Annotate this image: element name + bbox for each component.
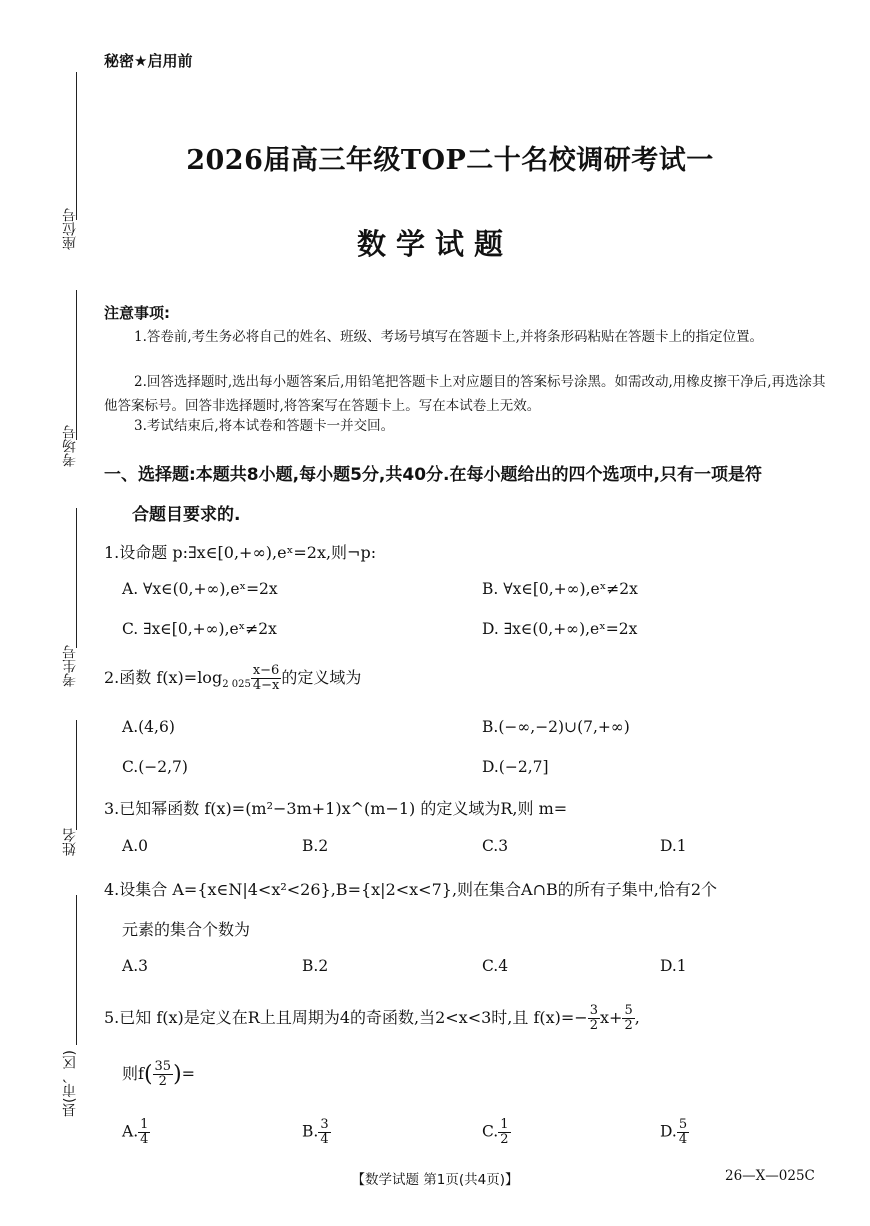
room-line bbox=[76, 290, 77, 440]
question-5-stem-cont bbox=[122, 1060, 195, 1089]
question-5-stem-mid: x+ bbox=[600, 1008, 623, 1027]
note-3: 3.考试结束后,将本试卷和答题卡一并交回。 bbox=[134, 418, 395, 434]
question-5-option-c-frac bbox=[498, 1118, 510, 1147]
question-1-option-c: C. ∃x∈[0,+∞),eˣ≠2x bbox=[122, 620, 277, 638]
question-1-option-d: D. ∃x∈(0,+∞),eˣ=2x bbox=[482, 620, 638, 638]
question-5-frac-2 bbox=[622, 1004, 634, 1033]
question-5-frac-3 bbox=[153, 1060, 174, 1089]
question-5-stem-text: 5.已知 f(x)是定义在R上且周期为4的奇函数,当2<x<3时,且 f(x)=− bbox=[104, 1008, 588, 1027]
question-5-stem-end: , bbox=[634, 1008, 640, 1027]
question-3-option-c: C.3 bbox=[482, 837, 509, 855]
question-5-frac-3-num: 35 bbox=[154, 1059, 172, 1074]
question-2-log-base: 2 025 bbox=[222, 679, 251, 691]
section-heading: 一、选择题:本题共8小题,每小题5分,共40分.在每小题给出的四个选项中,只有一项是符 bbox=[104, 465, 762, 485]
question-5-rparen: ) bbox=[173, 1062, 182, 1087]
note-2: 2.回答选择题时,选出每小题答案后,用铅笔把答题卡上对应题目的答案标号涂黑。如需改动,用橡皮擦干净后,再选涂其他答案标号。回答非选择题时,将答案写在答题卡上。写在本试卷上无效。 bbox=[104, 374, 826, 414]
name-line bbox=[76, 720, 77, 830]
question-4-option-d: D.1 bbox=[660, 957, 687, 975]
question-1-option-b: B. ∀x∈[0,+∞),eˣ≠2x bbox=[482, 580, 638, 598]
question-5-option-b-num: 3 bbox=[320, 1117, 329, 1132]
question-5-option-a-num: 1 bbox=[140, 1117, 149, 1132]
question-5-frac-1-den: 2 bbox=[589, 1018, 598, 1033]
question-5-frac-1-num: 3 bbox=[589, 1003, 598, 1018]
section-heading-cont: 合题目要求的. bbox=[132, 505, 241, 525]
question-4-option-b: B.2 bbox=[302, 957, 329, 975]
question-2-numerator: x−6 bbox=[252, 663, 280, 678]
question-5-option-a-label: A. bbox=[122, 1122, 139, 1141]
question-2-option-a: A.(4,6) bbox=[122, 718, 175, 736]
room-label: 考场号 bbox=[62, 425, 78, 467]
question-5-option-b bbox=[302, 1118, 331, 1147]
question-1-option-a: A. ∀x∈(0,+∞),eˣ=2x bbox=[122, 580, 278, 598]
page-footer: 【数学试题 第1页(共4页)】 bbox=[351, 1172, 519, 1188]
question-5-stem2-post: = bbox=[181, 1064, 196, 1083]
question-5-option-d-num: 5 bbox=[678, 1117, 688, 1132]
confidential-label: 秘密★启用前 bbox=[104, 52, 193, 70]
question-5-option-d-frac bbox=[677, 1118, 689, 1147]
question-5-option-c-num: 1 bbox=[500, 1117, 509, 1132]
question-5-option-c bbox=[482, 1118, 511, 1147]
question-2-option-b: B.(−∞,−2)∪(7,+∞) bbox=[482, 718, 630, 736]
question-5-option-a bbox=[122, 1118, 150, 1147]
question-5-option-d-label: D. bbox=[660, 1122, 677, 1141]
question-2-stem bbox=[104, 664, 361, 693]
question-5-lparen: ( bbox=[143, 1062, 153, 1087]
question-5-option-d-den: 4 bbox=[678, 1132, 688, 1147]
question-5-option-d bbox=[660, 1118, 689, 1147]
question-3-option-b: B.2 bbox=[302, 837, 329, 855]
question-5-option-a-den: 4 bbox=[140, 1132, 149, 1147]
question-5-frac-2-den: 2 bbox=[624, 1018, 633, 1033]
exam-code: 26—X—025C bbox=[725, 1168, 815, 1184]
seat-line bbox=[76, 72, 77, 220]
question-4-option-a: A.3 bbox=[122, 957, 148, 975]
question-2-denominator: 4−x bbox=[252, 678, 280, 693]
question-5-stem2-pre: 则f bbox=[122, 1064, 144, 1083]
question-3-option-a: A.0 bbox=[122, 837, 148, 855]
county-line bbox=[76, 895, 77, 1045]
question-4-stem: 4.设集合 A={x∈N|4<x²<26},B={x|2<x<7},则在集合A∩B的所有子集中,恰有2个 bbox=[104, 880, 718, 899]
question-5-option-b-label: B. bbox=[302, 1122, 319, 1141]
question-2-stem-pre: 2.函数 f(x)=log bbox=[104, 668, 223, 687]
question-2-option-d: D.(−2,7] bbox=[482, 758, 549, 776]
question-5-frac-2-num: 5 bbox=[624, 1003, 633, 1018]
question-1-stem: 1.设命题 p:∃x∈[0,+∞),eˣ=2x,则¬p: bbox=[104, 543, 377, 562]
seat-label: 座位号 bbox=[62, 208, 78, 250]
examinee-label: 考生号 bbox=[62, 645, 78, 687]
question-2-fraction bbox=[251, 664, 282, 693]
exam-title: 2026届高三年级TOP二十名校调研考试一 bbox=[186, 145, 714, 176]
question-5-option-b-frac bbox=[318, 1118, 330, 1147]
question-5-option-b-den: 4 bbox=[320, 1132, 329, 1147]
question-2-option-c: C.(−2,7) bbox=[122, 758, 188, 776]
name-label: 姓名 bbox=[62, 828, 78, 856]
question-5-stem bbox=[104, 1004, 640, 1033]
notes-heading: 注意事项: bbox=[104, 304, 170, 322]
county-label: 县(市、区) bbox=[62, 1050, 78, 1117]
note-1: 1.答卷前,考生务必将自己的姓名、班级、考场号填写在答题卡上,并将条形码粘贴在答题卡上的指定位置。 bbox=[134, 329, 763, 345]
question-5-option-a-frac bbox=[138, 1118, 150, 1147]
question-5-frac-3-den: 2 bbox=[158, 1074, 167, 1089]
exam-subject: 数学试题 bbox=[356, 227, 513, 261]
question-5-option-c-den: 2 bbox=[500, 1132, 509, 1147]
question-4-option-c: C.4 bbox=[482, 957, 509, 975]
question-5-option-c-label: C. bbox=[482, 1122, 499, 1141]
question-3-option-d: D.1 bbox=[660, 837, 687, 855]
question-4-stem-cont: 元素的集合个数为 bbox=[122, 920, 251, 939]
examinee-line bbox=[76, 508, 77, 648]
question-2-stem-post: 的定义域为 bbox=[281, 668, 362, 687]
question-3-stem: 3.已知幂函数 f(x)=(m²−3m+1)x^(m−1) 的定义域为R,则 m= bbox=[104, 799, 568, 818]
question-5-frac-1 bbox=[588, 1004, 600, 1033]
